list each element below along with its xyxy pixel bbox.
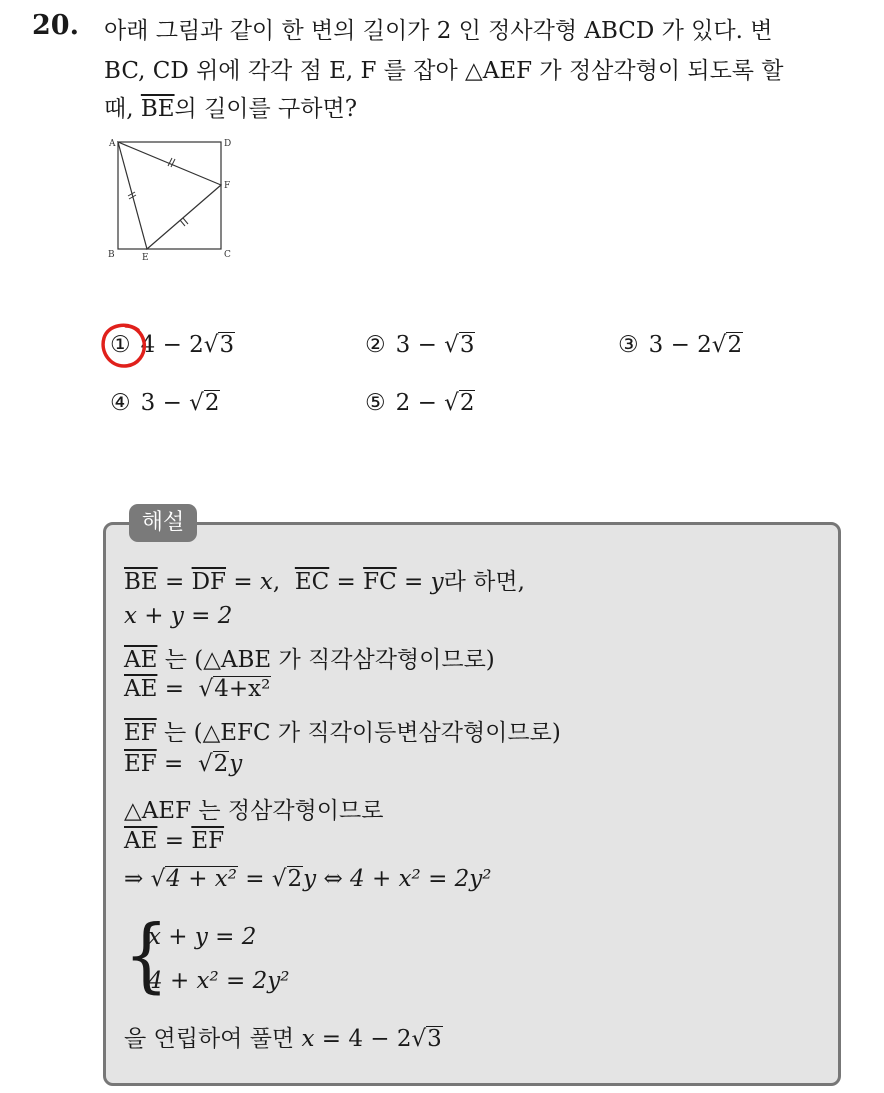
choice-2[interactable] <box>365 332 475 358</box>
sqrt-symbol: √2 <box>444 390 475 416</box>
solution-line-4: $\overline{AE} = √4+x^2$ <box>124 676 271 702</box>
solution-line-7: △AEF 는 정삼각형이므로 <box>124 798 384 824</box>
label-d: D <box>224 139 232 149</box>
square-abcd <box>118 142 221 249</box>
solution-line-1: $\overline{BE} = \overline{DF} = x$, $\overline{EC} = \overline{FC} = y$라 하면, <box>124 569 525 595</box>
question-line-3-rest: 의 길이를 구하면? <box>174 96 358 122</box>
choice-2-text: 3 − <box>395 332 445 358</box>
choice-5-text: 2 − <box>395 390 445 416</box>
solution-line-3: $\overline{AE}$ 는 (△ABE 가 직각삼각형이므로) <box>124 647 495 673</box>
system-equation-1: x + y = 2 <box>148 924 257 950</box>
sqrt-symbol: √2 <box>711 332 743 358</box>
solution-line-8: $\overline{AE} = \overline{EF}$ <box>124 828 225 854</box>
choice-4-text: 3 − <box>140 390 190 416</box>
triangle-aef <box>118 142 221 249</box>
selected-answer-circle <box>98 320 150 372</box>
label-a: A <box>109 139 116 149</box>
sqrt-symbol: √4+x² <box>198 676 271 702</box>
solution-final-line: 을 연립하여 풀면 x = 4 − 2√3 <box>124 1026 442 1052</box>
label-c: C <box>224 250 231 260</box>
label-b: B <box>108 250 115 260</box>
system-equation-2: 4 + x² = 2y² <box>148 968 290 994</box>
sqrt-symbol: √3 <box>203 332 235 358</box>
question-line-3 <box>104 90 357 123</box>
solution-line-9: ⇒ √4 + x² = √2y ⇔ 4 + x² = 2y² <box>124 866 492 892</box>
sqrt-symbol: √2 <box>189 390 220 416</box>
sqrt-symbol: √3 <box>411 1026 442 1052</box>
sqrt-symbol: √2 <box>271 866 303 892</box>
label-f: F <box>224 181 231 191</box>
label-e: E <box>142 253 149 263</box>
choice-3-text: 3 − 2 <box>648 332 712 358</box>
solution-line-5: $\overline{EF}$ 는 (△EFC 가 직각이등변삼각형이므로) <box>124 720 561 746</box>
question-line-1: 아래 그림과 같이 한 변의 길이가 2 인 정사각형 ABCD 가 있다. 변 <box>104 18 773 44</box>
sqrt-symbol: √3 <box>444 332 475 358</box>
solution-line-6: $\overline{EF} = √2y$ <box>124 751 243 777</box>
choice-4-number: ④ <box>110 390 131 416</box>
sqrt-symbol: √4 + x² <box>150 866 237 892</box>
solution-tab: 해설 <box>129 504 197 542</box>
choice-3[interactable] <box>618 332 743 358</box>
choice-3-number: ③ <box>618 332 639 358</box>
question-number: 20. <box>32 10 79 41</box>
choice-5[interactable] <box>365 390 475 416</box>
sqrt-symbol: √2 <box>197 751 229 777</box>
solution-line-2: x + y = 2 <box>124 603 233 629</box>
choice-5-number: ⑤ <box>365 390 386 416</box>
question-line-3-prefix: 때, <box>104 96 141 122</box>
choice-4[interactable] <box>110 390 220 416</box>
choice-1-text: 4 − 2 <box>140 332 204 358</box>
choice-1-number: ① <box>110 332 131 358</box>
system-brace: { <box>124 907 169 1003</box>
question-line-2: BC, CD 위에 각각 점 E, F 를 잡아 △AEF 가 정삼각형이 되도록 할 <box>104 58 784 84</box>
square-figure <box>100 130 240 265</box>
segment-be: $\overline{BE}$ <box>140 96 175 122</box>
choice-2-number: ② <box>365 332 386 358</box>
